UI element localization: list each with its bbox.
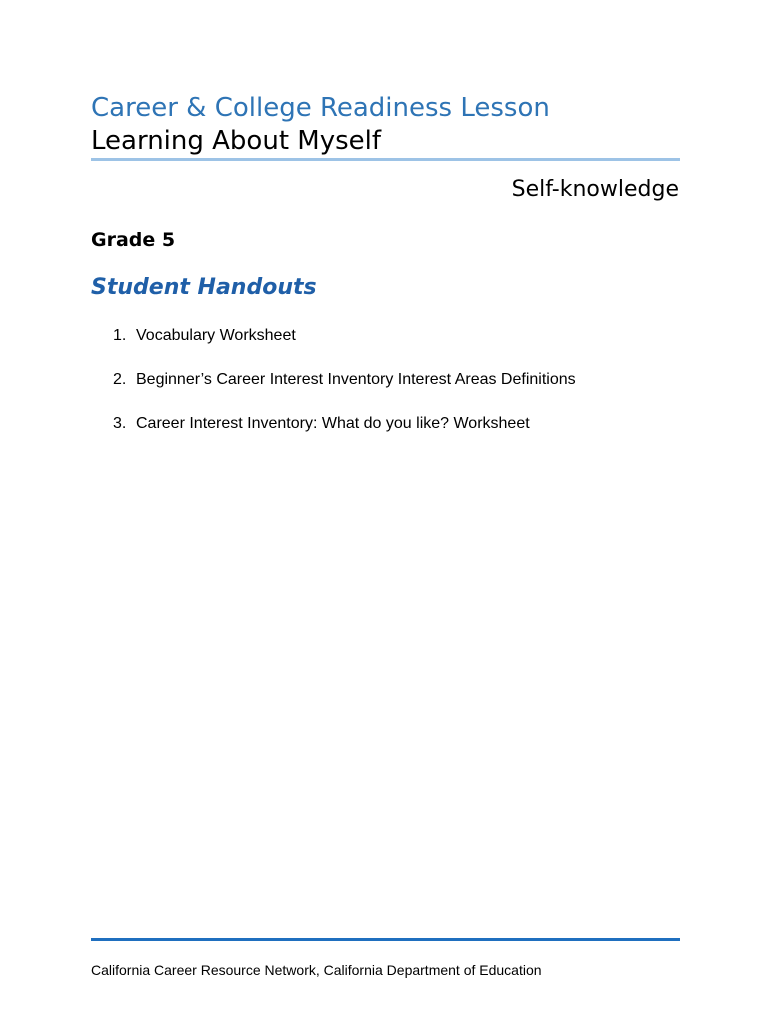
list-item-label: Vocabulary Worksheet <box>136 327 296 344</box>
footer-text: California Career Resource Network, California Department of Education <box>91 962 542 978</box>
footer-divider <box>91 938 680 941</box>
list-item <box>113 369 576 391</box>
list-item-label: Career Interest Inventory: What do you like? Worksheet <box>136 415 530 432</box>
grade-label: Grade 5 <box>91 229 176 251</box>
list-item <box>113 413 576 435</box>
list-item-number: 2. <box>113 371 127 388</box>
list-item-number: 3. <box>113 415 127 432</box>
student-handouts-heading: Student Handouts <box>91 275 317 300</box>
title-divider <box>91 158 680 161</box>
list-item <box>113 325 576 347</box>
page-subtitle: Learning About Myself <box>91 126 382 156</box>
handout-list <box>113 325 576 457</box>
list-item-number: 1. <box>113 327 127 344</box>
list-item-label: Beginner’s Career Interest Inventory Interest Areas Definitions <box>136 371 576 388</box>
page-title: Career & College Readiness Lesson <box>91 93 550 123</box>
topic-label: Self-knowledge <box>511 177 679 202</box>
